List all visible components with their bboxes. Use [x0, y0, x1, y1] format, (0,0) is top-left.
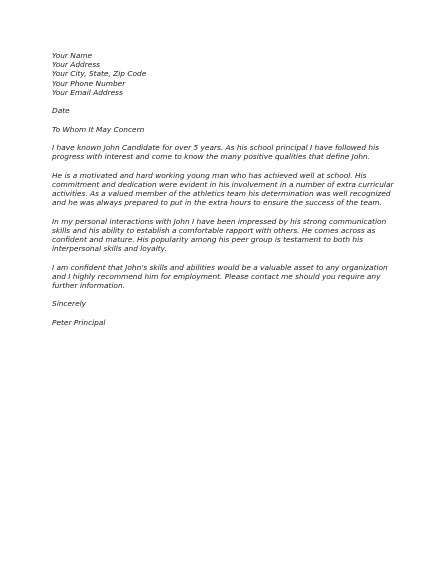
paragraph-3 [52, 217, 397, 254]
salutation: To Whom It May Concern [52, 124, 145, 134]
paragraph-line: further information. [52, 280, 125, 290]
sender-email: Your Email Address [52, 87, 123, 97]
sender-name: Your Name [52, 51, 93, 60]
sender-city-state-zip: Your City, State, Zip Code [52, 69, 147, 79]
paragraph-line: progress with interest and come to know the many positive qualities that define John. [52, 152, 371, 162]
paragraph-1 [52, 143, 397, 161]
paragraph-line: and he was always prepared to put in the extra hours to ensure the success of the team. [52, 198, 382, 208]
paragraph-4 [52, 263, 397, 291]
paragraph-line: and I highly recommend him for employment. Please contact me should you require any [52, 271, 381, 281]
signature-name: Peter Principal [52, 317, 106, 327]
paragraph-line: I have known John Candidate for over 5 years. As his school principal I have followed his [52, 142, 379, 152]
paragraph-line: activities. As a valued member of the athletics team his determination was well recognized [52, 188, 391, 198]
paragraph-line: interpersonal skills and loyalty. [52, 244, 167, 254]
sender-phone: Your Phone Number [52, 78, 126, 88]
paragraph-line: commitment and dedication were evident in his involvement in a number of extra curricular [52, 179, 394, 189]
paragraph-line: In my personal interactions with John I have been impressed by his strong communication [52, 216, 387, 226]
paragraph-line: skills and his ability to establish a comfortable rapport with others. He comes across as [52, 225, 376, 235]
recommendation-letter [52, 51, 397, 327]
paragraph-line: He is a motivated and hard working young man who has achieved well at school. His [52, 170, 367, 180]
closing: Sincerely [52, 299, 87, 309]
sender-address: Your Address [52, 60, 101, 70]
paragraph-2 [52, 171, 397, 208]
letter-date: Date [52, 106, 70, 116]
sender-block [52, 51, 397, 97]
paragraph-line: I am confident that John's skills and abilities would be a valuable asset to any organization [52, 262, 388, 272]
paragraph-line: confident and mature. His popularity among his peer group is testament to both his [52, 234, 363, 244]
